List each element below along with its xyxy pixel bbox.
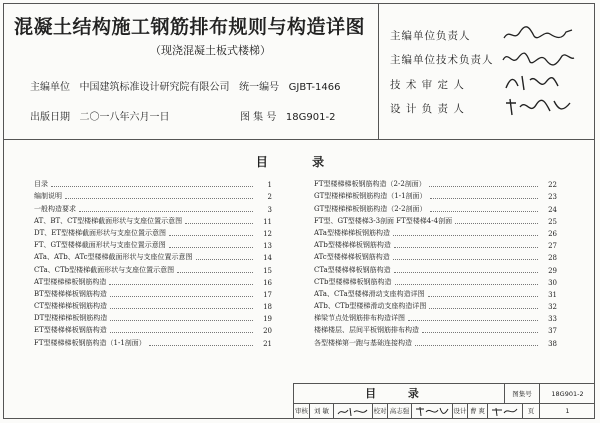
title-block bbox=[293, 383, 595, 419]
toc-leader-dots bbox=[395, 284, 538, 285]
toc-entry-page: 3 bbox=[267, 205, 272, 214]
toc-leader-dots bbox=[394, 272, 538, 273]
header-divider bbox=[3, 139, 595, 140]
toc-leader-dots bbox=[430, 211, 538, 212]
toc-leader-dots bbox=[110, 320, 253, 321]
toc-leader-dots bbox=[408, 320, 538, 321]
toc-leader-dots bbox=[429, 186, 538, 187]
toc-entry-title: 楼梯楼层、层间平板钢筋排布构造 bbox=[314, 326, 419, 335]
toc-entry-page: 27 bbox=[548, 242, 557, 251]
publisher-line bbox=[30, 78, 340, 93]
toc-entry[interactable] bbox=[34, 250, 272, 262]
toc-entry[interactable] bbox=[314, 335, 557, 347]
title-block-title: 目 录 bbox=[294, 384, 505, 404]
toc-entry-title: ET型楼梯梯板钢筋构造 bbox=[34, 326, 107, 335]
toc-entry-page: 33 bbox=[548, 315, 557, 324]
toc-leader-dots bbox=[394, 247, 538, 248]
toc-entry-page: 29 bbox=[548, 266, 557, 275]
toc-entry-page: 11 bbox=[263, 217, 272, 226]
signature-role-0: 主编单位负责人 bbox=[390, 30, 471, 42]
toc-leader-dots bbox=[177, 272, 253, 273]
toc-entry-page: 30 bbox=[548, 278, 557, 287]
signature-role-3: 设 计 负 责 人 bbox=[390, 103, 465, 115]
toc-entry[interactable] bbox=[314, 201, 557, 213]
toc-entry[interactable] bbox=[34, 335, 272, 347]
toc-entry-title: ATb、CTb型楼梯滑动支座构造详图 bbox=[314, 302, 427, 311]
toc-entry-title: 梯梁节点处钢筋排布构造详图 bbox=[314, 314, 405, 323]
toc-entry[interactable] bbox=[314, 299, 557, 311]
toc-entry-title: 一般构造要求 bbox=[34, 204, 76, 213]
toc-leader-dots bbox=[169, 247, 253, 248]
toc-leader-dots bbox=[430, 198, 538, 199]
atlas-label: 图 集 号 bbox=[240, 112, 277, 123]
toc-leader-dots bbox=[393, 235, 538, 236]
toc-entry-page: 19 bbox=[263, 315, 272, 324]
toc-leader-dots bbox=[196, 259, 253, 260]
toc-entry-title: FT型楼梯梯板钢筋构造（1-1剖面） bbox=[34, 338, 146, 347]
toc-entry-page: 24 bbox=[548, 205, 557, 214]
toc-entry[interactable] bbox=[34, 177, 272, 189]
toc-entry-page: 2 bbox=[267, 193, 272, 202]
toc-entry-page: 38 bbox=[548, 339, 557, 348]
designer-name: 曹 爽 bbox=[468, 404, 488, 419]
toc-entry[interactable] bbox=[314, 189, 557, 201]
toc-entry-page: 22 bbox=[548, 181, 557, 190]
reviewer-name: 刘 敏 bbox=[310, 404, 334, 419]
toc-entry[interactable] bbox=[314, 275, 557, 287]
toc-entry[interactable] bbox=[34, 299, 272, 311]
toc-entry-page: 12 bbox=[263, 229, 272, 238]
publisher-name: 中国建筑标准设计研究院有限公司 bbox=[79, 82, 230, 93]
page-label: 页 bbox=[522, 404, 540, 419]
toc-entry[interactable] bbox=[314, 177, 557, 189]
toc-leader-dots bbox=[169, 235, 253, 236]
toc-entry-title: 编制说明 bbox=[34, 192, 62, 201]
header-column-divider bbox=[378, 3, 379, 139]
toc-entry-page: 25 bbox=[548, 217, 557, 226]
toc-entry-page: 14 bbox=[263, 254, 272, 263]
toc-entry[interactable] bbox=[34, 214, 272, 226]
reviewer-signature-icon bbox=[336, 406, 370, 417]
toc-entry-page: 28 bbox=[548, 254, 557, 263]
toc-entry-title: AT、BT、CT型楼梯截面形状与支座位置示意图 bbox=[34, 216, 183, 225]
signature-role-1: 主编单位技术负责人 bbox=[390, 54, 494, 66]
toc-entry[interactable] bbox=[314, 311, 557, 323]
toc-leader-dots bbox=[429, 308, 538, 309]
toc-leader-dots bbox=[149, 345, 253, 346]
toc-entry[interactable] bbox=[34, 201, 272, 213]
toc-entry[interactable] bbox=[34, 262, 272, 274]
atlas-line bbox=[240, 108, 335, 123]
toc-entry[interactable] bbox=[34, 287, 272, 299]
date-label: 出版日期 bbox=[30, 112, 70, 123]
toc-entry-title: 各型楼梯第一跑与基础连接构造 bbox=[314, 338, 412, 347]
signature-icon bbox=[500, 48, 578, 68]
toc-leader-dots bbox=[110, 332, 253, 333]
toc-entry-page: 17 bbox=[263, 290, 272, 299]
review-label: 审核 bbox=[294, 404, 310, 419]
toc-entry-title: CTa、CTb型楼梯截面形状与支座位置示意图 bbox=[34, 265, 175, 274]
page-number: 1 bbox=[565, 407, 570, 415]
toc-leader-dots bbox=[428, 296, 538, 297]
toc-entry[interactable] bbox=[34, 238, 272, 250]
toc-leader-dots bbox=[109, 284, 253, 285]
toc-entry-page: 26 bbox=[548, 229, 557, 238]
toc-entry-page: 21 bbox=[263, 339, 272, 348]
toc-left-column bbox=[34, 177, 272, 348]
toc-entry-title: DT型楼梯梯板钢筋构造 bbox=[34, 314, 108, 323]
toc-entry-title: GT型楼梯梯板钢筋构造（2-2剖面） bbox=[314, 204, 427, 213]
checker-signature-icon bbox=[414, 406, 450, 417]
toc-entry-title: ATa型楼梯梯板钢筋构造 bbox=[314, 228, 390, 237]
toc-entry-page: 31 bbox=[548, 290, 557, 299]
toc-entry-page: 37 bbox=[548, 327, 557, 336]
toc-entry[interactable] bbox=[314, 214, 557, 226]
document-title: 混凝土结构施工钢筋排布规则与构造详图 bbox=[14, 16, 366, 38]
toc-entry-page: 18 bbox=[263, 303, 272, 312]
toc-right-column bbox=[314, 177, 557, 348]
design-label: 设计 bbox=[452, 404, 468, 419]
toc-leader-dots bbox=[415, 345, 538, 346]
code-label: 统一编号 bbox=[239, 82, 280, 93]
toc-entry[interactable] bbox=[314, 250, 557, 262]
toc-entry-page: 23 bbox=[548, 193, 557, 202]
title-block-atlas-no: 18G901-2 bbox=[540, 384, 595, 404]
title-block-atlas-label: 图集号 bbox=[505, 384, 540, 404]
toc-entry[interactable] bbox=[314, 226, 557, 238]
toc-entry-title: FT型、GT型楼梯3-3剖面 FT型楼梯4-4剖面 bbox=[314, 216, 453, 225]
toc-entry[interactable] bbox=[314, 238, 557, 250]
toc-entry-title: CTa型楼梯梯板钢筋构造 bbox=[314, 265, 391, 274]
designer-signature-icon bbox=[490, 406, 520, 417]
toc-entry[interactable] bbox=[34, 311, 272, 323]
toc-entry-title: ATa、CTa型楼梯滑动支座构造详图 bbox=[314, 289, 425, 298]
toc-entry[interactable] bbox=[34, 226, 272, 238]
toc-entry-page: 1 bbox=[267, 181, 272, 190]
date-line bbox=[30, 108, 170, 123]
signature-icon bbox=[500, 97, 578, 117]
toc-leader-dots bbox=[65, 198, 253, 199]
toc-entry-page: 16 bbox=[263, 278, 272, 287]
toc-leader-dots bbox=[110, 296, 253, 297]
check-label: 校对 bbox=[372, 404, 388, 419]
toc-entry[interactable] bbox=[34, 323, 272, 335]
toc-heading: 目 录 bbox=[255, 155, 345, 169]
toc-entry-title: ATa、ATb、ATc型楼梯截面形状与支座位置示意图 bbox=[34, 253, 193, 262]
toc-entry-page: 13 bbox=[263, 242, 272, 251]
toc-entry-title: BT型楼梯梯板钢筋构造 bbox=[34, 289, 107, 298]
toc-entry-page: 15 bbox=[263, 266, 272, 275]
signature-role-2: 技 术 审 定 人 bbox=[390, 79, 465, 91]
toc-entry-title: FT、GT型楼梯截面形状与支座位置示意图 bbox=[34, 241, 166, 250]
signature-icon bbox=[500, 24, 578, 44]
toc-entry[interactable] bbox=[314, 262, 557, 274]
toc-leader-dots bbox=[110, 308, 253, 309]
code-value: GJBT-1466 bbox=[288, 82, 341, 93]
atlas-value: 18G901-2 bbox=[285, 112, 336, 123]
toc-leader-dots bbox=[51, 186, 253, 187]
toc-leader-dots bbox=[455, 223, 538, 224]
toc-entry[interactable] bbox=[314, 287, 557, 299]
toc-entry[interactable] bbox=[34, 189, 272, 201]
toc-entry-title: ATc型楼梯梯板钢筋构造 bbox=[314, 253, 390, 262]
signature-icon bbox=[500, 72, 578, 92]
toc-entry-title: CTb型楼梯梯板钢筋构造 bbox=[314, 277, 392, 286]
date-value: 二〇一八年六月一日 bbox=[79, 112, 170, 123]
toc-entry[interactable] bbox=[314, 323, 557, 335]
publisher-label: 主编单位 bbox=[30, 82, 70, 93]
checker-name: 高志强 bbox=[388, 404, 412, 419]
toc-entry-title: GT型楼梯梯板钢筋构造（1-1剖面） bbox=[314, 192, 427, 201]
toc-entry-title: AT型楼梯梯板钢筋构造 bbox=[34, 277, 107, 286]
toc-entry-title: FT型楼梯梯板钢筋构造（2-2剖面） bbox=[314, 180, 426, 189]
toc-entry[interactable] bbox=[34, 275, 272, 287]
toc-leader-dots bbox=[393, 259, 538, 260]
toc-entry-title: 目录 bbox=[34, 180, 48, 189]
document-subtitle: （现浇混凝土板式楼梯） bbox=[150, 44, 271, 57]
toc-leader-dots bbox=[185, 223, 253, 224]
toc-leader-dots bbox=[79, 211, 253, 212]
toc-entry-title: CT型楼梯梯板钢筋构造 bbox=[34, 302, 108, 311]
toc-leader-dots bbox=[422, 332, 538, 333]
toc-entry-title: DT、ET型楼梯截面形状与支座位置示意图 bbox=[34, 228, 167, 237]
toc-entry-page: 32 bbox=[548, 303, 557, 312]
toc-entry-title: ATb型楼梯梯板钢筋构造 bbox=[314, 241, 391, 250]
toc-entry-page: 20 bbox=[263, 327, 272, 336]
